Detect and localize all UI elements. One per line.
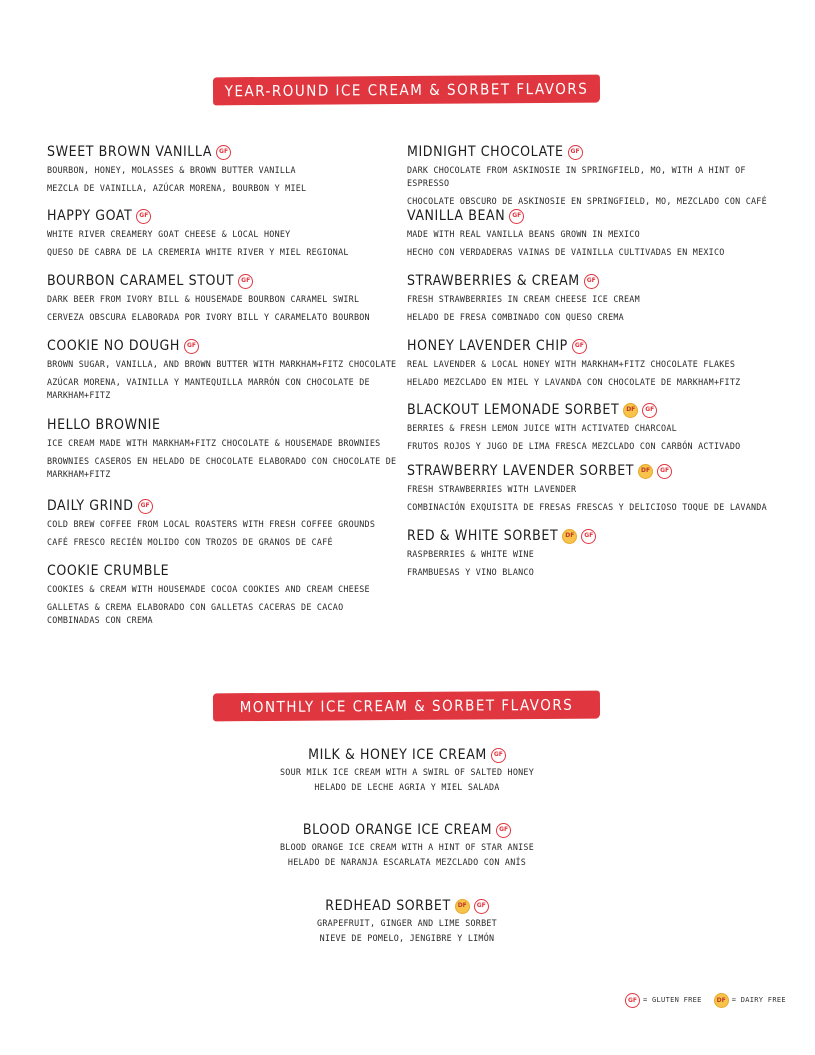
flavor-description-spanish: NIEVE DE POMELO, JENGIBRE Y LIMÓN <box>319 933 495 943</box>
flavor-description-english: MADE WITH REAL VANILLA BEANS GROWN IN MEXICO <box>407 229 640 239</box>
flavor-name-row <box>207 897 607 915</box>
flavor-name-row <box>47 143 399 161</box>
legend-gf-label: = GLUTEN FREE <box>643 996 702 1004</box>
flavor-bourbon-caramel-stout <box>47 272 399 324</box>
flavor-red-white-sorbet <box>407 527 782 579</box>
flavor-description-english: GRAPEFRUIT, GINGER AND LIME SORBET <box>317 918 497 928</box>
flavor-name-row <box>47 416 399 434</box>
flavor-description-english: COLD BREW COFFEE FROM LOCAL ROASTERS WITH FRESH COFFEE GROUNDS <box>47 519 376 529</box>
flavor-strawberries-cream <box>407 272 782 324</box>
flavor-description-english: DARK BEER FROM IVORY BILL & HOUSEMADE BOURBON CARAMEL SWIRL <box>47 294 360 304</box>
flavor-name-row <box>407 143 782 161</box>
flavor-name-row <box>407 207 782 225</box>
flavor-description-spanish: CHOCOLATE OBSCURO DE ASKINOSIE EN SPRINGFIELD, MO, MEZCLADO CON CAFÉ <box>407 196 767 206</box>
flavor-description-english: BERRIES & FRESH LEMON JUICE WITH ACTIVATED CHARCOAL <box>407 423 677 433</box>
dairy-free-badge: DF <box>562 529 577 544</box>
flavor-name: BOURBON CARAMEL STOUT <box>47 273 235 289</box>
flavor-cookie-no-dough <box>47 337 399 402</box>
flavor-description-spanish: AZÚCAR MORENA, VAINILLA Y MANTEQUILLA MARRÓN CON CHOCOLATE DE MARKHAM+FITZ <box>47 377 370 400</box>
flavor-description-english: SOUR MILK ICE CREAM WITH A SWIRL OF SALTED HONEY <box>279 767 535 777</box>
flavor-name-row <box>47 272 399 290</box>
flavor-name: MILK & HONEY ICE CREAM <box>308 747 487 763</box>
gluten-free-badge: GF <box>572 339 587 354</box>
flavor-vanilla-bean <box>407 207 782 259</box>
flavor-name-row <box>407 272 782 290</box>
flavor-name-row <box>407 462 782 480</box>
flavor-name: COOKIE NO DOUGH <box>47 338 180 354</box>
flavor-strawberry-lavender-sorbet <box>407 462 782 514</box>
flavor-blackout-lemonade-sorbet <box>407 401 782 453</box>
flavor-description-english: BLOOD ORANGE ICE CREAM WITH A HINT OF STAR ANISE <box>279 842 535 852</box>
dairy-free-badge: DF <box>638 464 653 479</box>
flavor-name-row <box>47 497 399 515</box>
flavor-name: SWEET BROWN VANILLA <box>47 144 213 160</box>
flavor-redhead-sorbet <box>207 897 607 945</box>
flavor-name: HONEY LAVENDER CHIP <box>407 338 568 354</box>
flavor-milk-honey-ice-cream <box>207 746 607 794</box>
flavor-name: COOKIE CRUMBLE <box>47 563 170 579</box>
flavor-description-spanish: CERVEZA OBSCURA ELABORADA POR IVORY BILL Y CARAMELATO BOURBON <box>47 312 370 322</box>
legend <box>625 993 786 1008</box>
flavor-name: VANILLA BEAN <box>407 208 506 224</box>
flavor-description-spanish: GALLETAS & CREMA ELABORADO CON GALLETAS CACERAS DE CACAO COMBINADAS CON CREMA <box>47 602 344 625</box>
gluten-free-badge: GF <box>625 993 640 1008</box>
flavor-name: STRAWBERRIES & CREAM <box>407 273 580 289</box>
gluten-free-badge: GF <box>216 145 231 160</box>
flavor-name: BLACKOUT LEMONADE SORBET <box>407 402 620 418</box>
flavor-description-english: REAL LAVENDER & LOCAL HONEY WITH MARKHAM+FITZ CHOCOLATE FLAKES <box>407 359 736 369</box>
gluten-free-badge: GF <box>238 274 253 289</box>
gluten-free-badge: GF <box>138 499 153 514</box>
flavor-description-english: COOKIES & CREAM WITH HOUSEMADE COCOA COOKIES AND CREAM CHEESE <box>47 584 370 594</box>
flavor-name-row <box>207 746 607 764</box>
gluten-free-badge: GF <box>584 274 599 289</box>
flavor-description-spanish: COMBINACIÓN EXQUISITA DE FRESAS FRESCAS Y DELICIOSO TOQUE DE LAVANDA <box>407 502 767 512</box>
flavor-name-row <box>407 527 782 545</box>
legend-df-label: = DAIRY FREE <box>731 996 786 1004</box>
flavor-sweet-brown-vanilla <box>47 143 399 195</box>
flavor-name: DAILY GRIND <box>47 498 134 514</box>
dairy-free-badge: DF <box>455 899 470 914</box>
gluten-free-badge: GF <box>642 403 657 418</box>
flavor-honey-lavender-chip <box>407 337 782 389</box>
flavor-name-row <box>47 207 399 225</box>
gluten-free-badge: GF <box>474 899 489 914</box>
monthly-title: MONTHLY ICE CREAM & SORBET FLAVORS <box>239 695 574 717</box>
flavor-name: MIDNIGHT CHOCOLATE <box>407 144 564 160</box>
flavor-description-spanish: CAFÉ FRESCO RECIÉN MOLIDO CON TROZOS DE GRANOS DE CAFÉ <box>47 537 333 547</box>
flavor-happy-goat <box>47 207 399 259</box>
dairy-free-badge: DF <box>714 993 729 1008</box>
flavor-name: STRAWBERRY LAVENDER SORBET <box>407 463 635 479</box>
flavor-name-row <box>47 337 399 355</box>
flavor-name-row <box>407 401 782 419</box>
flavor-description-spanish: HECHO CON VERDADERAS VAINAS DE VAINILLA CULTIVADAS EN MEXICO <box>407 247 725 257</box>
flavor-name-row <box>47 562 399 580</box>
flavor-name: BLOOD ORANGE ICE CREAM <box>302 822 493 838</box>
gluten-free-badge: GF <box>509 209 524 224</box>
flavor-description-english: FRESH STRAWBERRIES IN CREAM CHEESE ICE CREAM <box>407 294 640 304</box>
flavor-cookie-crumble <box>47 562 399 627</box>
flavor-name: HELLO BROWNIE <box>47 417 161 433</box>
flavor-name-row <box>407 337 782 355</box>
flavor-name-row <box>207 821 607 839</box>
flavor-description-english: DARK CHOCOLATE FROM ASKINOSIE IN SPRINGFIELD, MO, WITH A HINT OF ESPRESSO <box>407 165 746 188</box>
flavor-description-spanish: HELADO MEZCLADO EN MIEL Y LAVANDA CON CHOCOLATE DE MARKHAM+FITZ <box>407 377 741 387</box>
gluten-free-badge: GF <box>184 339 199 354</box>
flavor-description-english: FRESH STRAWBERRIES WITH LAVENDER <box>407 484 577 494</box>
flavor-name: RED & WHITE SORBET <box>407 528 559 544</box>
flavor-name: REDHEAD SORBET <box>325 898 451 914</box>
gluten-free-badge: GF <box>496 823 511 838</box>
flavor-name: HAPPY GOAT <box>47 208 133 224</box>
flavor-description-spanish: MEZCLA DE VAINILLA, AZÚCAR MORENA, BOURBON Y MIEL <box>47 183 307 193</box>
gluten-free-badge: GF <box>491 748 506 763</box>
gluten-free-badge: GF <box>568 145 583 160</box>
flavor-hello-brownie <box>47 416 399 481</box>
flavor-description-spanish: QUESO DE CABRA DE LA CREMERIA WHITE RIVER Y MIEL REGIONAL <box>47 247 349 257</box>
gluten-free-badge: GF <box>136 209 151 224</box>
flavor-daily-grind <box>47 497 399 549</box>
flavor-midnight-chocolate <box>407 143 782 208</box>
monthly-banner <box>213 691 600 722</box>
flavor-description-english: RASPBERRIES & WHITE WINE <box>407 549 535 559</box>
dairy-free-badge: DF <box>623 403 638 418</box>
flavor-description-spanish: HELADO DE FRESA COMBINADO CON QUESO CREMA <box>407 312 624 322</box>
flavor-description-english: BROWN SUGAR, VANILLA, AND BROWN BUTTER WITH MARKHAM+FITZ CHOCOLATE <box>47 359 397 369</box>
year-round-banner <box>213 75 600 106</box>
gluten-free-badge: GF <box>657 464 672 479</box>
flavor-description-spanish: HELADO DE LECHE AGRIA Y MIEL SALADA <box>314 782 500 792</box>
flavor-description-spanish: FRUTOS ROJOS Y JUGO DE LIMA FRESCA MEZCLADO CON CARBÓN ACTIVADO <box>407 441 741 451</box>
flavor-blood-orange-ice-cream <box>207 821 607 869</box>
flavor-description-spanish: HELADO DE NARANJA ESCARLATA MEZCLADO CON ANÍS <box>287 857 527 867</box>
flavor-description-spanish: FRAMBUESAS Y VINO BLANCO <box>407 567 535 577</box>
gluten-free-badge: GF <box>581 529 596 544</box>
flavor-description-spanish: BROWNIES CASEROS EN HELADO DE CHOCOLATE ELABORADO CON CHOCOLATE DE MARKHAM+FITZ <box>47 456 397 479</box>
year-round-title: YEAR-ROUND ICE CREAM & SORBET FLAVORS <box>224 79 589 101</box>
flavor-description-english: ICE CREAM MADE WITH MARKHAM+FITZ CHOCOLATE & HOUSEMADE BROWNIES <box>47 438 381 448</box>
flavor-description-english: BOURBON, HONEY, MOLASSES & BROWN BUTTER VANILLA <box>47 165 296 175</box>
flavor-description-english: WHITE RIVER CREAMERY GOAT CHEESE & LOCAL HONEY <box>47 229 291 239</box>
